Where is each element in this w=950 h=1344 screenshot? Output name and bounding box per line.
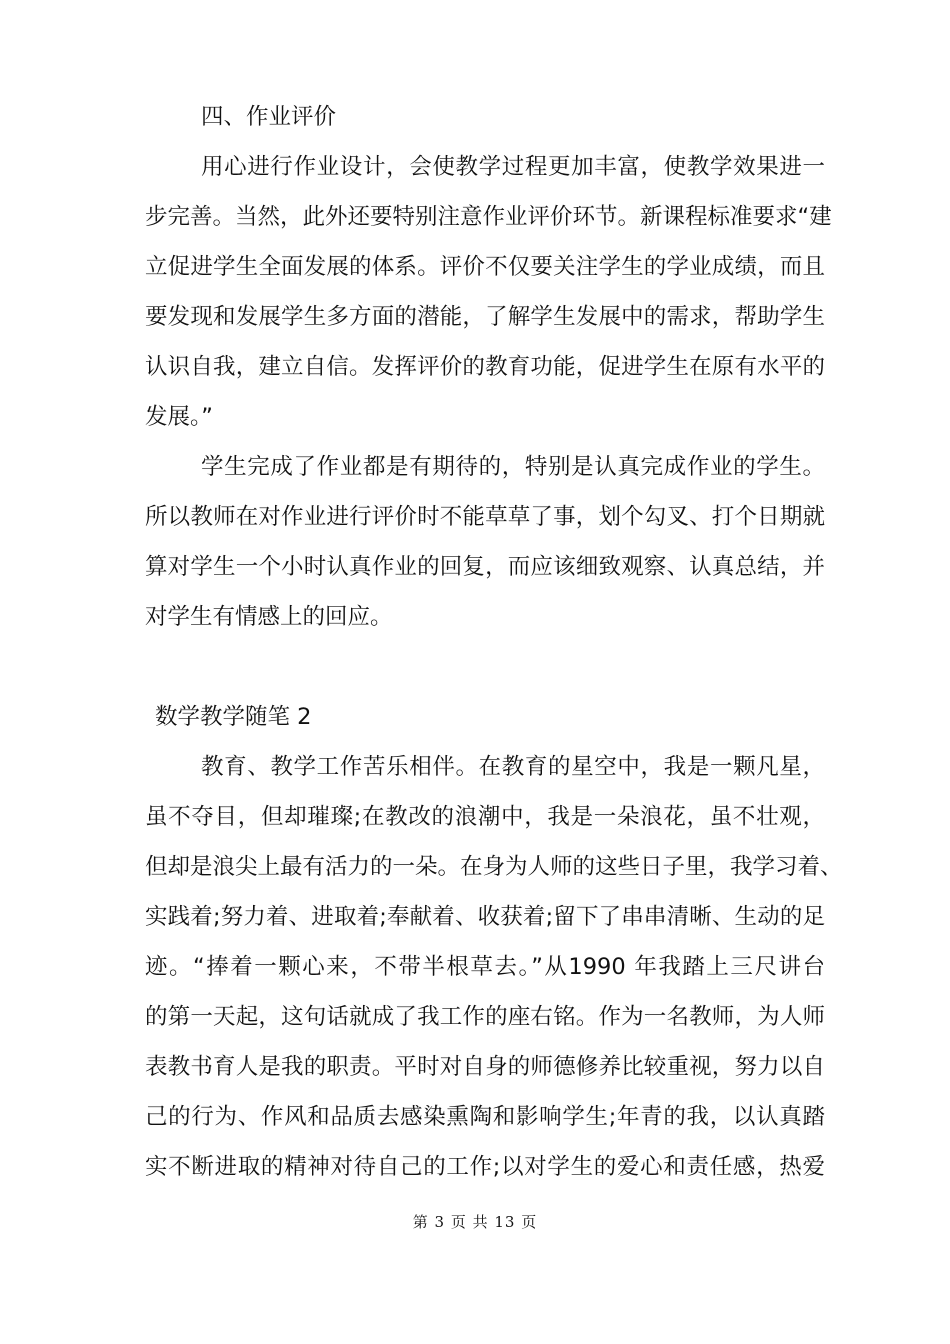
paragraph-line: 对学生有情感上的回应。: [145, 604, 393, 630]
paragraph-line: 但却是浪尖上最有活力的一朵。在身为人师的这些日子里，我学习着、: [145, 854, 843, 880]
paragraph-line: 步完善。当然，此外还要特别注意作业评价环节。新课程标准要求“建: [145, 204, 832, 230]
paragraph-line: 用心进行作业设计，会使教学过程更加丰富，使教学效果进一: [201, 154, 825, 180]
paragraph-line: 所以教师在对作业进行评价时不能草草了事，划个勾叉、打个日期就: [145, 504, 825, 530]
paragraph-line: 要发现和发展学生多方面的潜能，了解学生发展中的需求，帮助学生: [145, 304, 825, 330]
paragraph-line: 实不断进取的精神对待自己的工作;以对学生的爱心和责任感，热爱: [145, 1154, 825, 1180]
paragraph-line: 实践着;努力着、进取着;奉献着、收获着;留下了串串清晰、生动的足: [145, 904, 825, 930]
section-heading: 四、作业评价: [201, 104, 337, 130]
paragraph-line: 虽不夺目，但却璀璨;在教改的浪潮中，我是一朵浪花，虽不壮观，: [145, 804, 825, 830]
essay-title: 数学教学随笔 2: [155, 704, 312, 730]
paragraph-line: 发展。”: [145, 404, 213, 430]
paragraph-line: 认识自我，建立自信。发挥评价的教育功能，促进学生在原有水平的: [145, 354, 825, 380]
paragraph-line: 己的行为、作风和品质去感染熏陶和影响学生;年青的我，以认真踏: [145, 1104, 825, 1130]
paragraph-line: 立促进学生全面发展的体系。评价不仅要关注学生的学业成绩，而且: [145, 254, 825, 280]
paragraph-line: 学生完成了作业都是有期待的，特别是认真完成作业的学生。: [201, 454, 825, 480]
page-footer: 第 3 页 共 13 页: [412, 1213, 538, 1231]
paragraph-line: 表教书育人是我的职责。平时对自身的师德修养比较重视，努力以自: [145, 1054, 825, 1080]
paragraph-line: 教育、教学工作苦乐相伴。在教育的星空中，我是一颗凡星，: [201, 754, 825, 780]
paragraph-line: 的第一天起，这句话就成了我工作的座右铭。作为一名教师，为人师: [145, 1004, 825, 1030]
paragraph-line: 算对学生一个小时认真作业的回复，而应该细致观察、认真总结，并: [145, 554, 825, 580]
paragraph-line: 迹。“捧着一颗心来，不带半根草去。”从1990 年我踏上三尺讲台: [145, 954, 825, 980]
